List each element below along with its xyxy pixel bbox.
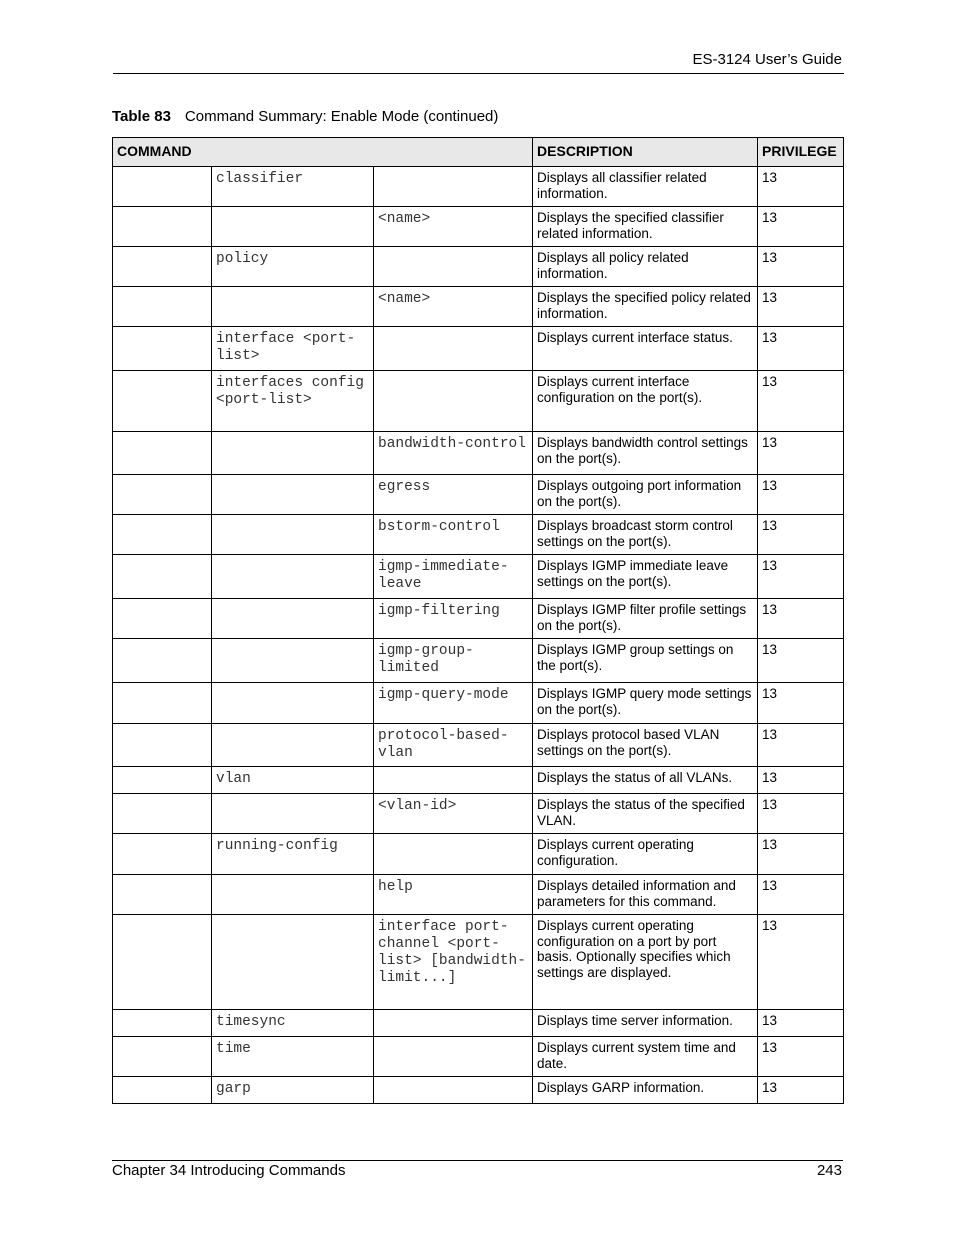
command-cell-level3: <name> bbox=[374, 207, 533, 247]
command-cell-level2 bbox=[212, 287, 374, 327]
command-cell-level2 bbox=[212, 475, 374, 515]
table-row bbox=[113, 724, 844, 767]
command-cell-level2 bbox=[212, 915, 374, 1010]
command-cell-level1 bbox=[113, 875, 212, 915]
command-cell-level3: igmp-filtering bbox=[374, 599, 533, 639]
command-cell-level3: interface port-channel <port-list> [bandwidth-limit...] bbox=[374, 915, 533, 1010]
command-cell-level3: protocol-based-vlan bbox=[374, 724, 533, 767]
description-cell: Displays current system time and date. bbox=[533, 1037, 758, 1077]
command-cell-level1 bbox=[113, 515, 212, 555]
privilege-cell: 13 bbox=[758, 555, 844, 599]
command-cell-level3 bbox=[374, 247, 533, 287]
command-cell-level3 bbox=[374, 1010, 533, 1037]
description-cell: Displays all policy related information. bbox=[533, 247, 758, 287]
description-cell: Displays the status of all VLANs. bbox=[533, 767, 758, 794]
description-cell: Displays GARP information. bbox=[533, 1077, 758, 1104]
table-row bbox=[113, 1077, 844, 1104]
privilege-cell: 13 bbox=[758, 1037, 844, 1077]
table-row bbox=[113, 834, 844, 875]
chapter-title: Chapter 34 Introducing Commands bbox=[112, 1162, 346, 1179]
table-row bbox=[113, 515, 844, 555]
table-row bbox=[113, 915, 844, 1010]
command-cell-level3 bbox=[374, 327, 533, 371]
description-cell: Displays the specified policy related information. bbox=[533, 287, 758, 327]
description-cell: Displays protocol based VLAN settings on the port(s). bbox=[533, 724, 758, 767]
table-row bbox=[113, 327, 844, 371]
command-cell-level1 bbox=[113, 794, 212, 834]
guide-title: ES-3124 User’s Guide bbox=[692, 51, 842, 68]
table-row bbox=[113, 287, 844, 327]
description-cell: Displays IGMP group settings on the port(s). bbox=[533, 639, 758, 683]
page-number: 243 bbox=[816, 1162, 842, 1179]
command-cell-level3: igmp-group-limited bbox=[374, 639, 533, 683]
privilege-cell: 13 bbox=[758, 915, 844, 1010]
command-cell-level2 bbox=[212, 639, 374, 683]
table-row bbox=[113, 599, 844, 639]
command-cell-level1 bbox=[113, 475, 212, 515]
command-cell-level1 bbox=[113, 371, 212, 432]
command-cell-level3 bbox=[374, 767, 533, 794]
description-cell: Displays current operating configuration on a port by port basis. Optionally specifies which settings are displayed. bbox=[533, 915, 758, 1010]
table-row bbox=[113, 794, 844, 834]
command-cell-level1 bbox=[113, 724, 212, 767]
privilege-cell: 13 bbox=[758, 287, 844, 327]
description-cell: Displays IGMP filter profile settings on the port(s). bbox=[533, 599, 758, 639]
command-cell-level2 bbox=[212, 724, 374, 767]
table-header-row bbox=[113, 138, 844, 167]
privilege-cell: 13 bbox=[758, 515, 844, 555]
command-cell-level2 bbox=[212, 207, 374, 247]
command-cell-level1 bbox=[113, 1010, 212, 1037]
command-cell-level1 bbox=[113, 639, 212, 683]
privilege-cell: 13 bbox=[758, 683, 844, 724]
table-row bbox=[113, 1037, 844, 1077]
command-summary-table bbox=[112, 137, 844, 1104]
command-cell-level1 bbox=[113, 1077, 212, 1104]
command-cell-level3 bbox=[374, 1037, 533, 1077]
command-cell-level2: vlan bbox=[212, 767, 374, 794]
command-cell-level1 bbox=[113, 915, 212, 1010]
command-cell-level1 bbox=[113, 327, 212, 371]
command-cell-level2: policy bbox=[212, 247, 374, 287]
command-cell-level3: bstorm-control bbox=[374, 515, 533, 555]
description-cell: Displays current operating configuration. bbox=[533, 834, 758, 875]
description-cell: Displays broadcast storm control settings on the port(s). bbox=[533, 515, 758, 555]
column-header-privilege: PRIVILEGE bbox=[758, 138, 844, 167]
privilege-cell: 13 bbox=[758, 767, 844, 794]
command-cell-level2 bbox=[212, 599, 374, 639]
table-row bbox=[113, 683, 844, 724]
table-row bbox=[113, 247, 844, 287]
column-header-description: DESCRIPTION bbox=[533, 138, 758, 167]
command-cell-level1 bbox=[113, 1037, 212, 1077]
command-cell-level3: bandwidth-control bbox=[374, 432, 533, 475]
command-cell-level2 bbox=[212, 683, 374, 724]
table-row bbox=[113, 432, 844, 475]
command-cell-level3: igmp-query-mode bbox=[374, 683, 533, 724]
table-caption bbox=[112, 108, 498, 125]
privilege-cell: 13 bbox=[758, 794, 844, 834]
privilege-cell: 13 bbox=[758, 371, 844, 432]
privilege-cell: 13 bbox=[758, 247, 844, 287]
command-cell-level2: running-config bbox=[212, 834, 374, 875]
command-cell-level1 bbox=[113, 683, 212, 724]
privilege-cell: 13 bbox=[758, 432, 844, 475]
table-row bbox=[113, 555, 844, 599]
command-cell-level3 bbox=[374, 834, 533, 875]
footer-divider bbox=[112, 1160, 843, 1161]
table-row bbox=[113, 639, 844, 683]
command-cell-level2: time bbox=[212, 1037, 374, 1077]
command-cell-level3: <name> bbox=[374, 287, 533, 327]
command-cell-level3 bbox=[374, 1077, 533, 1104]
command-cell-level2: classifier bbox=[212, 167, 374, 207]
table-row bbox=[113, 167, 844, 207]
table-row bbox=[113, 1010, 844, 1037]
header-divider bbox=[113, 73, 844, 74]
privilege-cell: 13 bbox=[758, 875, 844, 915]
command-cell-level1 bbox=[113, 834, 212, 875]
privilege-cell: 13 bbox=[758, 327, 844, 371]
table-row bbox=[113, 475, 844, 515]
column-header-command: COMMAND bbox=[113, 138, 533, 167]
table-row bbox=[113, 207, 844, 247]
description-cell: Displays IGMP immediate leave settings on the port(s). bbox=[533, 555, 758, 599]
command-cell-level1 bbox=[113, 167, 212, 207]
description-cell: Displays current interface configuration on the port(s). bbox=[533, 371, 758, 432]
command-cell-level1 bbox=[113, 767, 212, 794]
command-cell-level3: egress bbox=[374, 475, 533, 515]
command-cell-level2 bbox=[212, 515, 374, 555]
privilege-cell: 13 bbox=[758, 167, 844, 207]
description-cell: Displays IGMP query mode settings on the port(s). bbox=[533, 683, 758, 724]
command-cell-level3: igmp-immediate-leave bbox=[374, 555, 533, 599]
description-cell: Displays current interface status. bbox=[533, 327, 758, 371]
command-cell-level1 bbox=[113, 287, 212, 327]
command-cell-level2 bbox=[212, 875, 374, 915]
description-cell: Displays time server information. bbox=[533, 1010, 758, 1037]
command-cell-level2: garp bbox=[212, 1077, 374, 1104]
table-title: Command Summary: Enable Mode (continued) bbox=[184, 108, 499, 125]
description-cell: Displays bandwidth control settings on the port(s). bbox=[533, 432, 758, 475]
command-cell-level2 bbox=[212, 555, 374, 599]
description-cell: Displays the specified classifier related information. bbox=[533, 207, 758, 247]
command-cell-level3 bbox=[374, 371, 533, 432]
description-cell: Displays detailed information and parameters for this command. bbox=[533, 875, 758, 915]
command-cell-level2 bbox=[212, 432, 374, 475]
privilege-cell: 13 bbox=[758, 724, 844, 767]
command-cell-level1 bbox=[113, 207, 212, 247]
privilege-cell: 13 bbox=[758, 1077, 844, 1104]
table-row bbox=[113, 371, 844, 432]
command-cell-level2: interfaces config <port-list> bbox=[212, 371, 374, 432]
table-row bbox=[113, 875, 844, 915]
privilege-cell: 13 bbox=[758, 599, 844, 639]
command-cell-level3 bbox=[374, 167, 533, 207]
command-cell-level1 bbox=[113, 555, 212, 599]
privilege-cell: 13 bbox=[758, 1010, 844, 1037]
privilege-cell: 13 bbox=[758, 834, 844, 875]
command-cell-level2 bbox=[212, 794, 374, 834]
privilege-cell: 13 bbox=[758, 207, 844, 247]
table-number: Table 83 bbox=[112, 108, 171, 125]
privilege-cell: 13 bbox=[758, 475, 844, 515]
table-body bbox=[113, 167, 844, 1104]
command-cell-level3: <vlan-id> bbox=[374, 794, 533, 834]
description-cell: Displays all classifier related information. bbox=[533, 167, 758, 207]
description-cell: Displays the status of the specified VLAN. bbox=[533, 794, 758, 834]
command-cell-level2: timesync bbox=[212, 1010, 374, 1037]
table-row bbox=[113, 767, 844, 794]
command-cell-level1 bbox=[113, 599, 212, 639]
description-cell: Displays outgoing port information on the port(s). bbox=[533, 475, 758, 515]
command-cell-level2: interface <port-list> bbox=[212, 327, 374, 371]
command-cell-level3: help bbox=[374, 875, 533, 915]
command-cell-level1 bbox=[113, 247, 212, 287]
command-cell-level1 bbox=[113, 432, 212, 475]
privilege-cell: 13 bbox=[758, 639, 844, 683]
